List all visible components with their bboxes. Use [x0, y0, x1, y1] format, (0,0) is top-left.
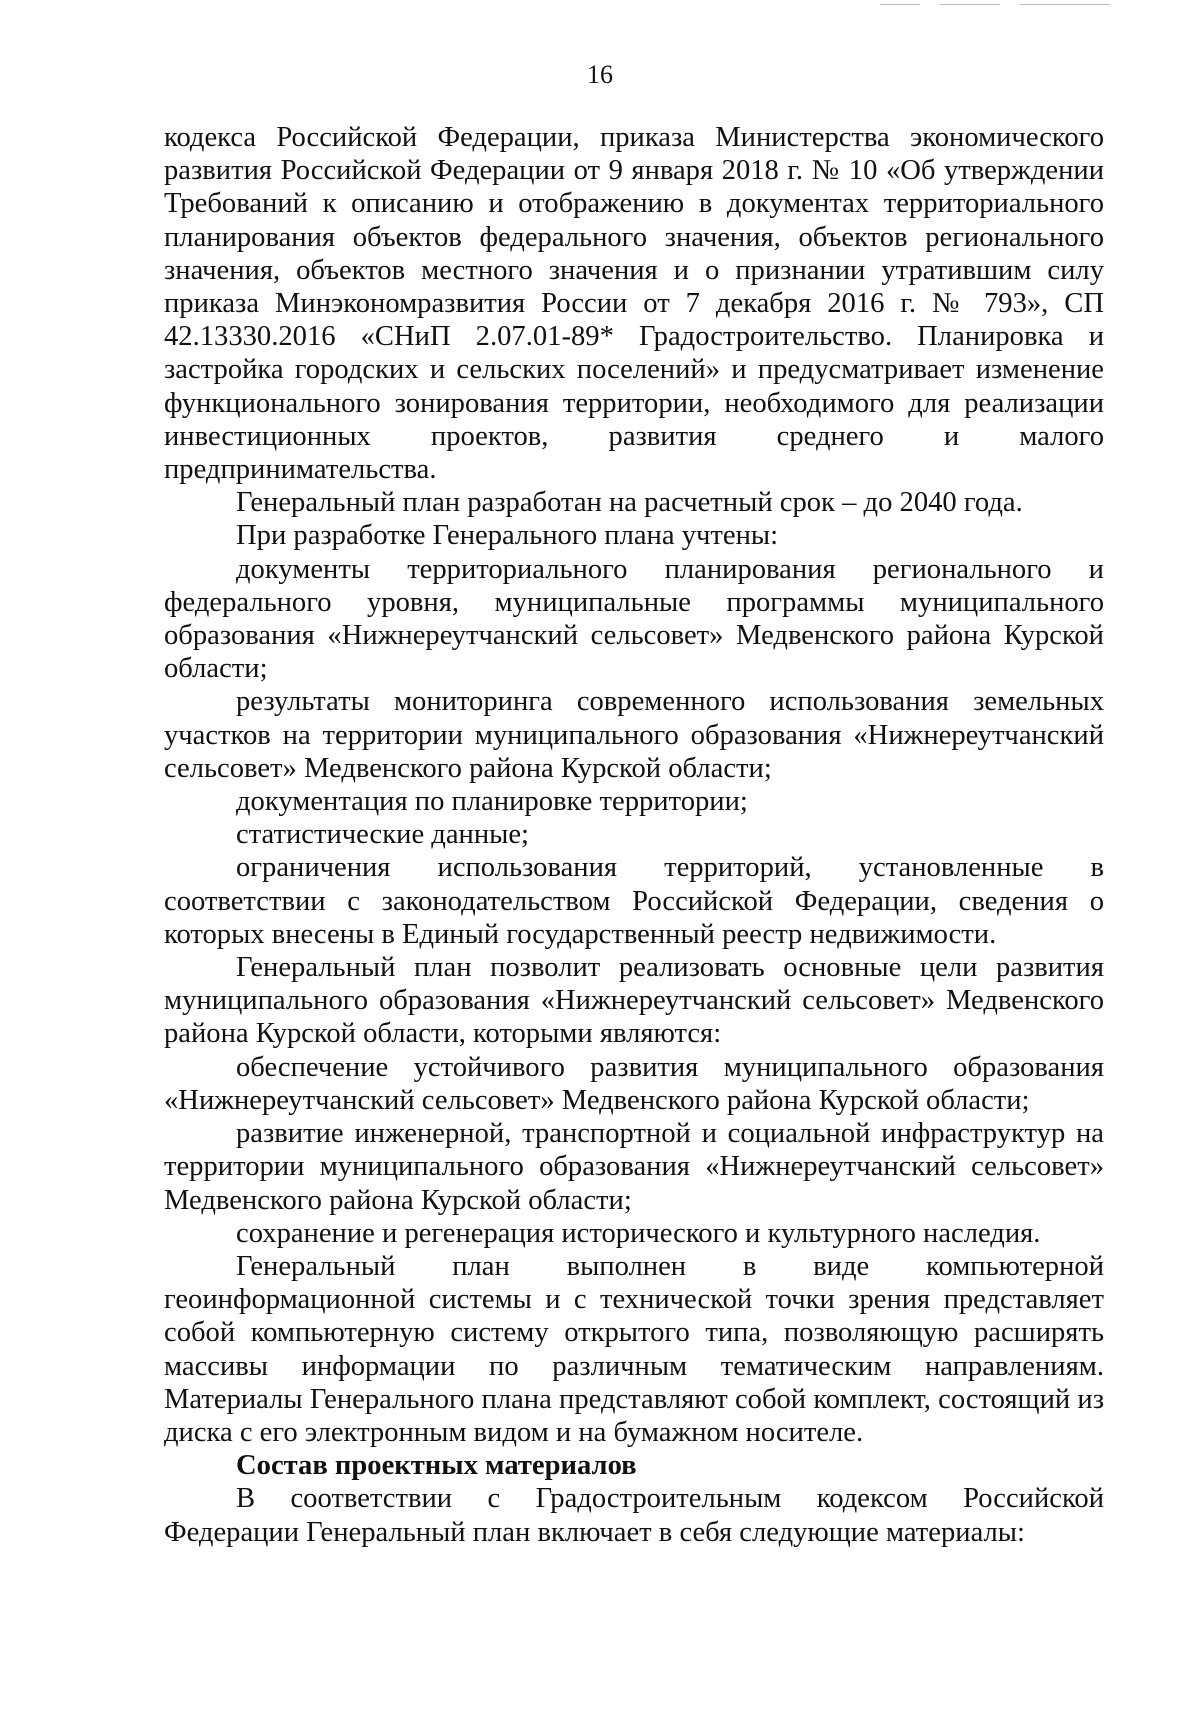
scan-artifact [880, 4, 920, 5]
list-item-planning-documentation: документация по планировке территории; [236, 786, 748, 818]
scan-artifact [940, 4, 1000, 5]
paragraph-goals-intro: Генеральный план позволит реализовать основные цели развития муниципального образования «Нижнереутчанский сельсовет» Медвенского района Курской области, которыми являются: [164, 952, 1104, 1050]
paragraph-gis: Генеральный план выполнен в виде компьютерной геоинформационной системы и с технической точки зрения представляет собой компьютерную систему открытого типа, позволяющую расширять массивы информации по различным тематическим направлениям. Материалы Генерального плана представляют собой комплект, состоящий из диска с его электронным видом и на бумажном носителе. [164, 1250, 1104, 1448]
paragraph-timeframe: Генеральный план разработан на расчетный срок – до 2040 года. [236, 487, 1023, 519]
scan-artifact [1020, 4, 1110, 5]
paragraph-materials: В соответствии с Градостроительным кодексом Российской Федерации Генеральный план включает в себя следующие материалы: [164, 1483, 1104, 1548]
list-item-infrastructure: развитие инженерной, транспортной и социальной инфраструктур на территории муниципального образования «Нижнереутчанский сельсовет» Медвенского района Курской области; [164, 1118, 1104, 1216]
list-item-heritage: сохранение и регенерация исторического и культурного наследия. [236, 1217, 1041, 1249]
list-item-restrictions: ограничения использования территорий, установленные в соответствии с законодательством Российской Федерации, сведения о которых внесены в Единый государственный реестр недвижимости. [164, 852, 1104, 950]
list-item-planning-documents: документы территориального планирования регионального и федерального уровня, муниципальные программы муниципального образования «Нижнереутчанский сельсовет» Медвенского района Курской области; [164, 553, 1104, 685]
paragraph-considered-intro: При разработке Генерального плана учтены: [236, 520, 779, 552]
page-number: 16 [587, 60, 613, 89]
section-heading: Состав проектных материалов [236, 1450, 637, 1482]
paragraph-continuation: кодекса Российской Федерации, приказа Министерства экономического развития Российской Федерации от 9 января 2018 г. № 10 «Об утверждении Требований к описанию и отображению в документах территориального планирования объектов федерального значения, объектов регионального значения, объектов местного значения и о признании утратившим силу приказа Минэкономразвития России от 7 декабря 2016 г. № 793», СП 42.13330.2016 «СНиП 2.07.01-89* Градостроительство. Планировка и застройка городских и сельских поселений» и предусматривает изменение функционального зонирования территории, необходимого для реализации инвестиционных проектов, развития среднего и малого предпринимательства. [164, 122, 1104, 486]
list-item-statistics: статистические данные; [236, 819, 529, 851]
document-body [164, 121, 1104, 1549]
list-item-sustainable-development: обеспечение устойчивого развития муниципального образования «Нижнереутчанский сельсовет» Медвенского района Курской области; [164, 1051, 1104, 1116]
list-item-monitoring-results: результаты мониторинга современного использования земельных участков на территории муниципального образования «Нижнереутчанский сельсовет» Медвенского района Курской области; [164, 686, 1104, 784]
